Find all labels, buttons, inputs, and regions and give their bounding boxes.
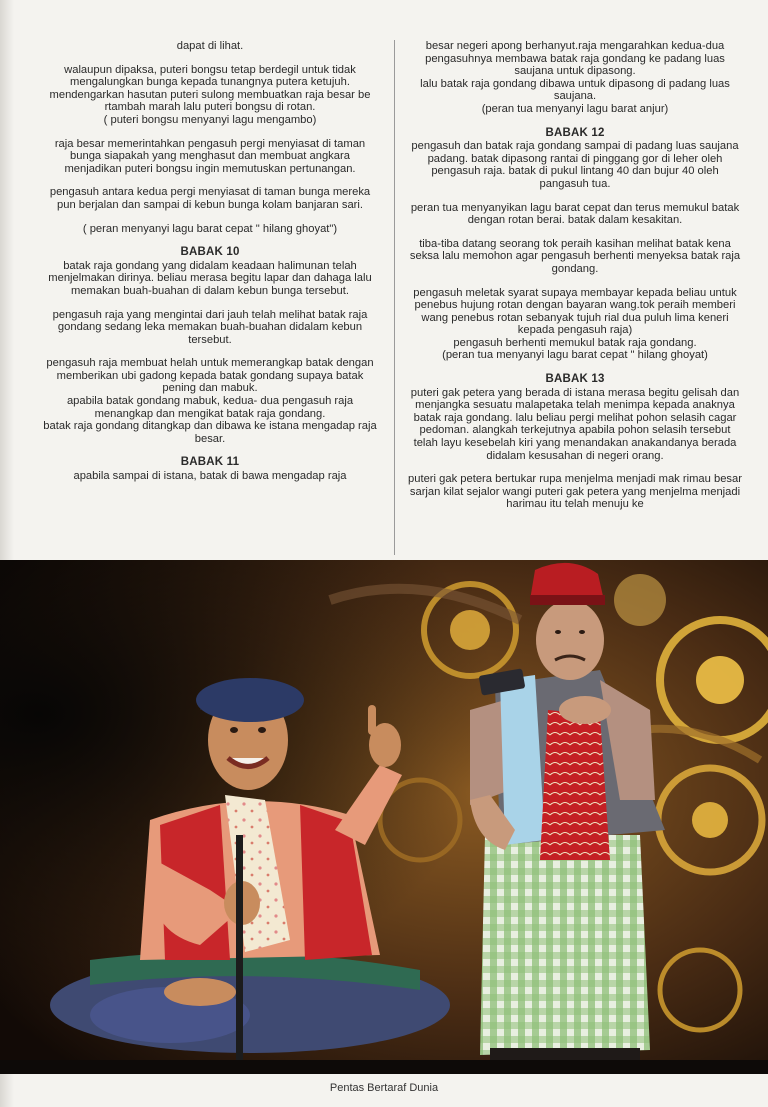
- paragraph: besar negeri apong berhanyut.raja mengarahkan kedua-dua pengasuhnya membawa batak raja gondang ke padang luas saujana untuk dipasong. lalu batak raja gondang dibawa untuk dipasong di padang luas saujana. (peran tua menyanyi lagu barat anjur): [420, 40, 730, 115]
- right-text-column: [408, 40, 742, 522]
- paragraph: ( peran menyanyi lagu barat cepat " hilang ghoyat"): [82, 222, 338, 235]
- paragraph: pengasuh meletak syarat supaya membayar kepada beliau untuk penebus hujung rotan dengan bayaran wang.tok peraih memberi wang penebus rotan sebanyak tujuh rial dua puluh lima keneri kepada pengasuh raja) pengasuh berhenti memukul batak raja gondang. (peran tua menyanyi lagu barat cepat " hilang ghoyat): [413, 286, 737, 362]
- paragraph: puteri gak petera yang berada di istana merasa begitu gelisah dan menjangka sesuatu malapetaka telah menimpa kepada anaknya batak raja gondang. lalu beliau pergi melihat pohon selasih cagar pedoman. alangkah terkejutnya apabila pohon selasih tersebut telah layu kesebelah kiri yang menandakan anakandanya berada didalam kesusahan di negeri orang.: [410, 386, 740, 462]
- page-caption: Pentas Bertaraf Dunia: [329, 1082, 439, 1094]
- babak-13-heading: BABAK 13: [545, 373, 605, 386]
- paragraph: pengasuh antara kedua pergi menyiasat di taman bunga mereka pun berjalan dan sampai di kebun bunga kolam banjaran sari.: [49, 186, 371, 211]
- column-divider: [394, 40, 395, 555]
- paragraph: puteri gak petera bertukar rupa menjelma menjadi mak rimau besar sarjan kilat sejalor wangi puteri gak petera yang menjelma menjadi harimau itu telah menuju ke: [408, 473, 742, 511]
- paragraph: pengasuh dan batak raja gondang sampai di padang luas saujana padang. batak dipasong rantai di pinggang gor di leher oleh pengasuh raja. batak di pukul lintang 40 dan bujur 40 oleh pangasuh tua.: [411, 140, 739, 190]
- left-text-column: [40, 40, 380, 494]
- babak-11-heading: BABAK 11: [180, 456, 240, 469]
- paragraph: batak raja gondang yang didalam keadaan halimunan telah menjelmakan dirinya. beliau merasa begitu lapar dan dahaga lalu memakan buah-buahan di dalam kebun bunga tersebut.: [48, 259, 372, 297]
- paragraph: dapat di lihat.: [176, 40, 244, 52]
- babak-12-heading: BABAK 12: [545, 126, 605, 139]
- paragraph: pengasuh raja yang mengintai dari jauh telah melihat batak raja gondang sedang leka memakan buah-buahan didalam kebun tersebut.: [52, 308, 368, 346]
- paragraph: peran tua menyanyikan lagu barat cepat dan terus memukul batak dengan rotan berai. batak dalam kesakitan.: [410, 201, 740, 227]
- stage-photo: [0, 560, 768, 1074]
- paragraph: pengasuh raja membuat helah untuk memerangkap batak dengan memberikan ubi gadong kepada batak gondang supaya batak pening dan mabuk. apabila batak gondang mabuk, kedua- dua pengasuh raja menangkap dan mengikat batak raja gondang. batak raja gondang ditangkap dan dibawa ke istana mengadap raja besar.: [43, 357, 377, 445]
- paragraph: raja besar memerintahkan pengasuh pergi menyiasat di taman bunga siapakah yang menghasut dan membuat angkara menjadikan puteri bongsu ingin memutuskan pertunangan.: [54, 137, 366, 175]
- paragraph: apabila sampai di istana, batak di bawa mengadap raja: [73, 470, 347, 483]
- paragraph: walaupun dipaksa, puteri bongsu tetap berdegil untuk tidak mengalungkan bunga kepada tunangnya putera ketujuh. mendengarkan hasutan puteri sulong membuatkan raja besar be rtambah marah lalu puteri bongsu di rotan. ( puteri bongsu menyanyi lagu mengambo): [49, 63, 371, 126]
- paragraph: tiba-tiba datang seorang tok peraih kasihan melihat batak kena seksa lalu memohon agar pengasuh berhenti menyeksa batak raja gondang.: [409, 237, 741, 275]
- babak-10-heading: BABAK 10: [180, 246, 240, 259]
